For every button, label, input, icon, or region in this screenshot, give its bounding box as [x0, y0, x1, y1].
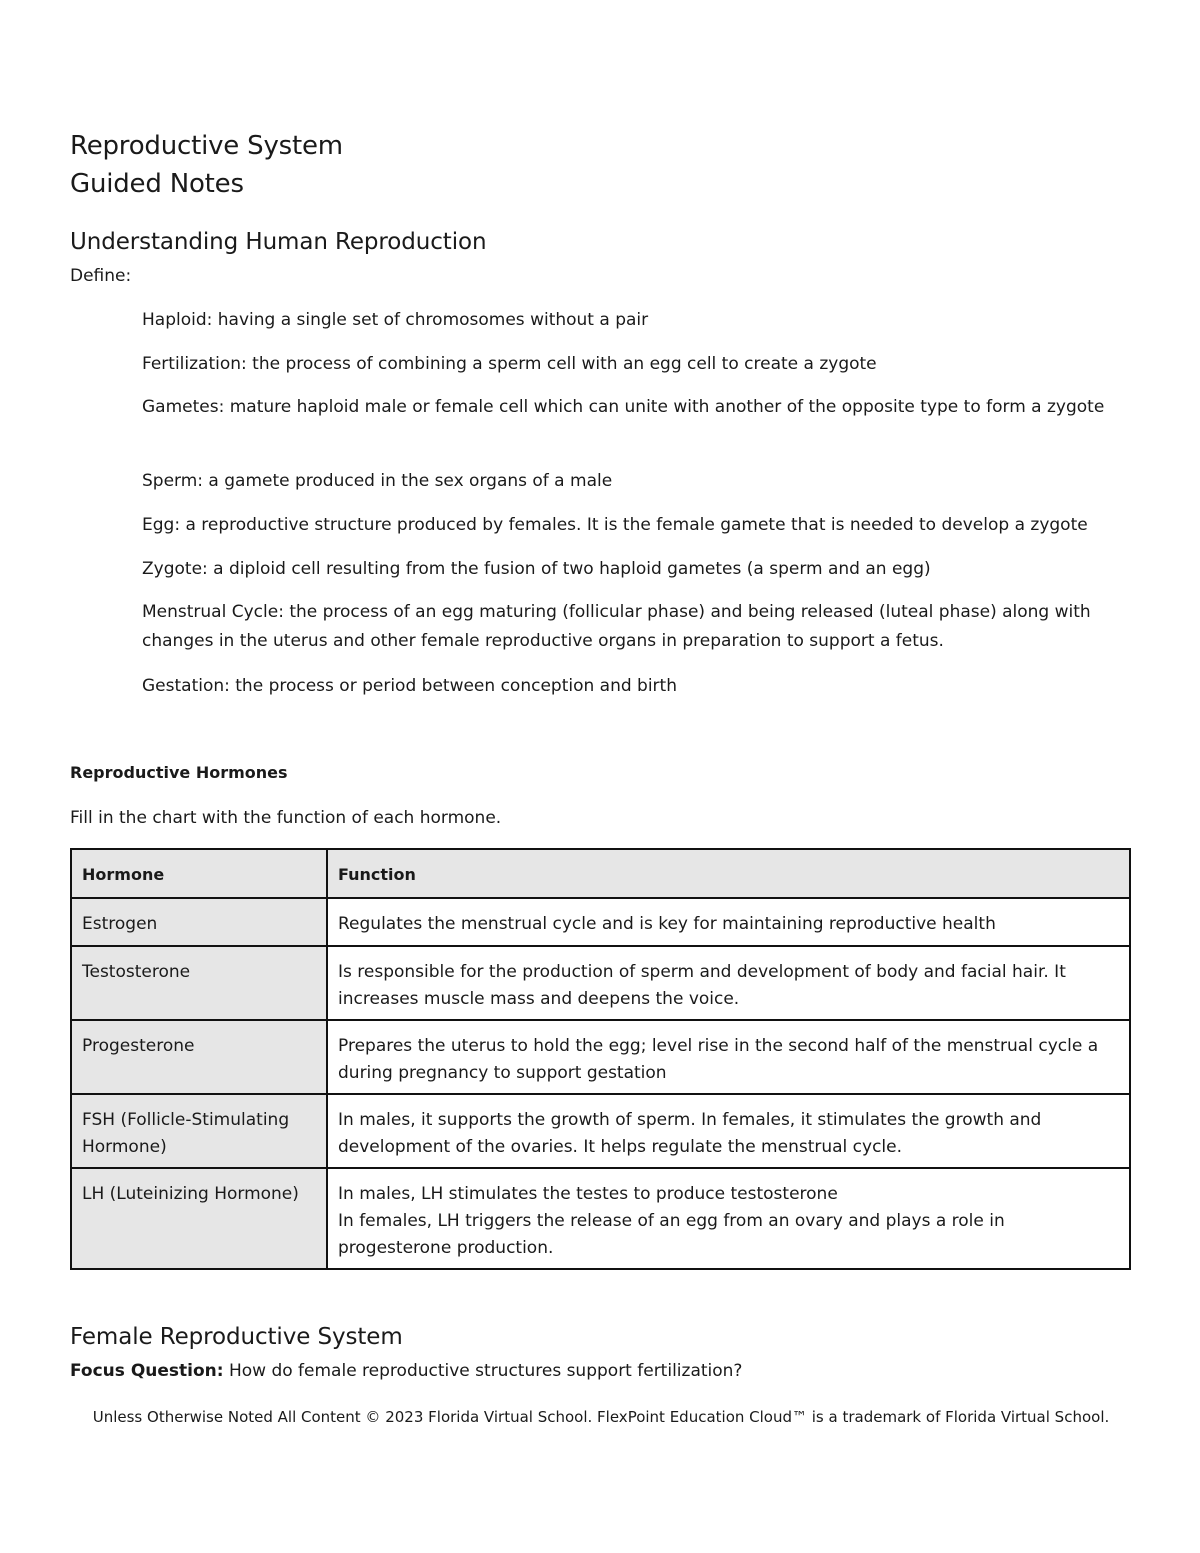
table-row [71, 1094, 1130, 1168]
focus-question-label: Focus Question: [70, 1361, 224, 1381]
function-line: In males, LH stimulates the testes to produce testosterone [338, 1184, 838, 1204]
definition-zygote: Zygote: a diploid cell resulting from the fusion of two haploid gametes (a sperm and an egg) [142, 559, 931, 579]
focus-question-text: How do female reproductive structures support fertilization? [223, 1361, 743, 1381]
hormone-cell: Progesterone [71, 1020, 327, 1094]
definition-sperm: Sperm: a gamete produced in the sex organs of a male [142, 471, 613, 491]
section-heading-human-reproduction: Understanding Human Reproduction [70, 229, 487, 255]
column-header-function: Function [327, 849, 1130, 898]
definition-fertilization: Fertilization: the process of combining a sperm cell with an egg cell to create a zygote [142, 354, 877, 374]
hormone-cell: Estrogen [71, 898, 327, 946]
table-row [71, 1020, 1130, 1094]
hormone-cell: LH (Luteinizing Hormone) [71, 1168, 327, 1269]
function-cell[interactable]: Prepares the uterus to hold the egg; level rise in the second half of the menstrual cycle a during pregnancy to support gestation [327, 1020, 1130, 1094]
function-line: In females, LH triggers the release of an egg from an ovary and plays a role in progesterone production. [338, 1211, 1005, 1258]
table-row [71, 1168, 1130, 1269]
definition-egg: Egg: a reproductive structure produced by females. It is the female gamete that is needed to develop a zygote [142, 515, 1088, 535]
function-cell[interactable] [327, 1168, 1130, 1269]
document-title: Reproductive System [70, 131, 343, 161]
definition-menstrual-cycle: Menstrual Cycle: the process of an egg maturing (follicular phase) and being released (luteal phase) along with changes in the uterus and other female reproductive organs in preparation to support a fetus. [142, 602, 1091, 651]
column-header-hormone: Hormone [71, 849, 327, 898]
table-row [71, 898, 1130, 946]
function-cell[interactable]: Regulates the menstrual cycle and is key for maintaining reproductive health [327, 898, 1130, 946]
definition-gestation: Gestation: the process or period between conception and birth [142, 676, 677, 696]
document-subtitle: Guided Notes [70, 169, 244, 199]
hormones-instruction: Fill in the chart with the function of each hormone. [70, 808, 502, 828]
section-heading-female-reproductive: Female Reproductive System [70, 1324, 403, 1350]
focus-question [70, 1361, 742, 1381]
copyright-footer: Unless Otherwise Noted All Content © 2023 Florida Virtual School. FlexPoint Education Cloud™ is a trademark of Florida Virtual School. [92, 1408, 1110, 1426]
define-label: Define: [70, 266, 132, 286]
function-cell[interactable]: In males, it supports the growth of sperm. In females, it stimulates the growth and development of the ovaries. It helps regulate the menstrual cycle. [327, 1094, 1130, 1168]
table-header-row [71, 849, 1130, 898]
definition-gametes: Gametes: mature haploid male or female cell which can unite with another of the opposite type to form a zygote [142, 397, 1105, 417]
definition-haploid: Haploid: having a single set of chromosomes without a pair [142, 310, 649, 330]
table-row [71, 946, 1130, 1020]
function-cell[interactable]: Is responsible for the production of sperm and development of body and facial hair. It increases muscle mass and deepens the voice. [327, 946, 1130, 1020]
hormone-cell: FSH (Follicle-Stimulating Hormone) [71, 1094, 327, 1168]
section-heading-hormones: Reproductive Hormones [70, 763, 288, 782]
hormone-cell: Testosterone [71, 946, 327, 1020]
hormone-table [70, 848, 1131, 1270]
